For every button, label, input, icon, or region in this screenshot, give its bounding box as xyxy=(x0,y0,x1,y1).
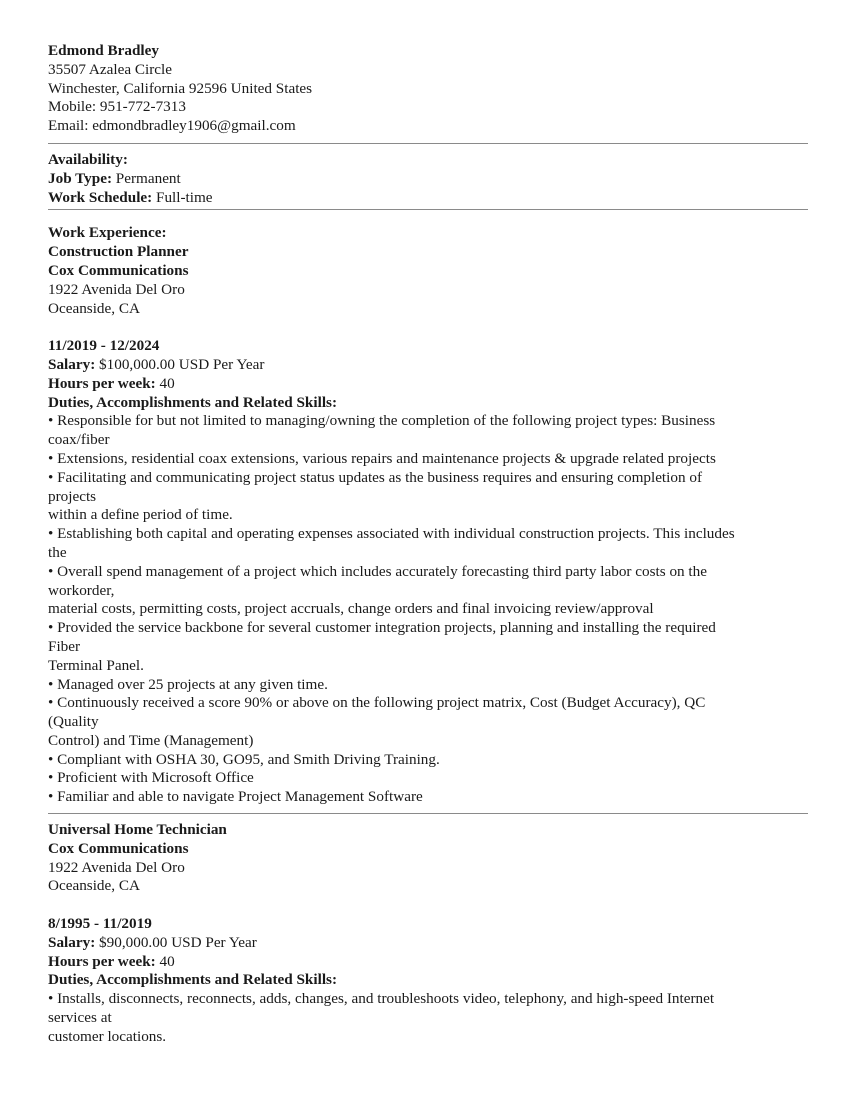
duty-line: • Extensions, residential coax extensions, various repairs and maintenance projects & upgrade related projects xyxy=(48,449,716,467)
salary-value: $100,000.00 USD Per Year xyxy=(95,355,265,373)
section-divider xyxy=(48,143,808,144)
availability-section xyxy=(48,151,808,207)
job-type-value: Permanent xyxy=(112,169,181,187)
salary xyxy=(48,356,808,375)
duty-line: services at xyxy=(48,1009,112,1027)
spacer xyxy=(48,318,808,337)
work-schedule-label: Work Schedule: xyxy=(48,188,153,206)
duty-line: • Familiar and able to navigate Project Management Software xyxy=(48,788,423,806)
job-type-label: Job Type: xyxy=(48,169,112,187)
hours-value: 40 xyxy=(155,374,175,392)
job-title: Construction Planner xyxy=(48,243,189,261)
duty-line: • Continuously received a score 90% or above on the following project matrix, Cost (Budget Accuracy), QC xyxy=(48,694,706,712)
job-dates: 8/1995 - 11/2019 xyxy=(48,915,152,933)
duty-line: • Responsible for but not limited to managing/owning the completion of the following project types: Business xyxy=(48,412,716,430)
work-experience-section xyxy=(48,224,808,1046)
candidate-name: Edmond Bradley xyxy=(48,42,159,59)
duties-list xyxy=(48,990,808,1046)
work-experience-heading: Work Experience: xyxy=(48,224,167,242)
duty-line: Control) and Time (Management) xyxy=(48,731,254,749)
work-schedule xyxy=(48,189,808,208)
duty-line: coax/fiber xyxy=(48,431,110,449)
work-schedule-value: Full-time xyxy=(152,188,213,206)
job-entry xyxy=(48,821,808,1047)
hours-value: 40 xyxy=(155,952,175,970)
duty-line: Fiber xyxy=(48,637,81,655)
employer-name: Cox Communications xyxy=(48,261,189,279)
salary-label: Salary: xyxy=(48,355,96,373)
duty-line: • Overall spend management of a project which includes accurately forecasting third party labor costs on the xyxy=(48,562,707,580)
duty-line: • Compliant with OSHA 30, GO95, and Smith Driving Training. xyxy=(48,750,440,768)
employer-address-1: 1922 Avenida Del Oro xyxy=(48,858,185,876)
address-line-1: 35507 Azalea Circle xyxy=(48,60,172,78)
salary-label: Salary: xyxy=(48,933,96,951)
duty-line: projects xyxy=(48,487,97,505)
hours-per-week xyxy=(48,953,808,972)
duty-line: workorder, xyxy=(48,581,115,599)
duty-line: customer locations. xyxy=(48,1027,167,1045)
spacer xyxy=(48,896,808,915)
duty-line: • Establishing both capital and operating expenses associated with individual construction projects. This includes xyxy=(48,525,735,543)
availability-heading: Availability: xyxy=(48,150,128,168)
salary xyxy=(48,934,808,953)
job-title: Universal Home Technician xyxy=(48,821,227,839)
duty-line: • Proficient with Microsoft Office xyxy=(48,769,254,787)
section-divider xyxy=(48,813,808,814)
duty-line: (Quality xyxy=(48,713,99,731)
contact-section xyxy=(48,42,808,136)
duties-list xyxy=(48,412,808,807)
duty-line: Terminal Panel. xyxy=(48,656,144,674)
duty-line: • Managed over 25 projects at any given time. xyxy=(48,675,328,693)
job-entry xyxy=(48,243,808,807)
employer-address-1: 1922 Avenida Del Oro xyxy=(48,280,185,298)
job-type xyxy=(48,170,808,189)
duty-line: • Provided the service backbone for several customer integration projects, planning and installing the required xyxy=(48,619,716,637)
job-dates: 11/2019 - 12/2024 xyxy=(48,337,160,355)
address-line-2: Winchester, California 92596 United States xyxy=(48,79,313,97)
employer-address-2: Oceanside, CA xyxy=(48,299,140,317)
hours-label: Hours per week: xyxy=(48,952,156,970)
email-address: Email: edmondbradley1906@gmail.com xyxy=(48,117,296,135)
duty-line: • Installs, disconnects, reconnects, adds, changes, and troubleshoots video, telephony, and high-speed Internet xyxy=(48,990,715,1008)
duty-line: the xyxy=(48,543,67,561)
employer-address-2: Oceanside, CA xyxy=(48,877,140,895)
hours-per-week xyxy=(48,375,808,394)
employer-name: Cox Communications xyxy=(48,839,189,857)
duty-line: • Facilitating and communicating project status updates as the business requires and ensuring completion of xyxy=(48,468,703,486)
duty-line: within a define period of time. xyxy=(48,506,233,524)
mobile-number: Mobile: 951-772-7313 xyxy=(48,98,186,116)
hours-label: Hours per week: xyxy=(48,374,156,392)
resume-page xyxy=(48,42,808,1047)
section-divider xyxy=(48,209,808,210)
duty-line: material costs, permitting costs, project accruals, change orders and final invoicing review/approval xyxy=(48,600,654,618)
duties-heading: Duties, Accomplishments and Related Skills: xyxy=(48,393,338,411)
salary-value: $90,000.00 USD Per Year xyxy=(95,933,257,951)
duties-heading: Duties, Accomplishments and Related Skills: xyxy=(48,971,338,989)
